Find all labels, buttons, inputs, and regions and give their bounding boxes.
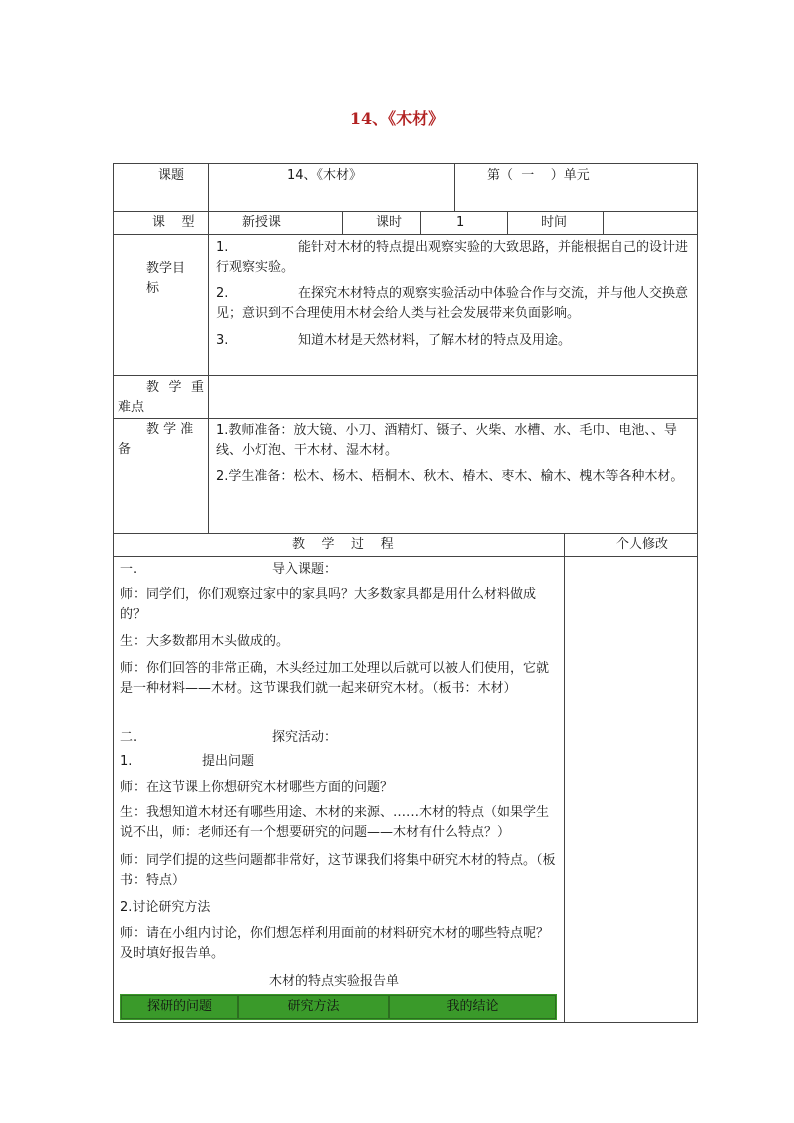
type-value: 新授课 bbox=[242, 215, 282, 230]
paragraph: 师：在这节课上你想研究木材哪些方面的问题？ bbox=[120, 780, 394, 795]
objectives-label: 教学目标 bbox=[146, 261, 186, 296]
course-value: 14、《木材》 bbox=[287, 168, 363, 183]
paragraph: 师：同学们提的这些问题都非常好，这节课我们将集中研究木材的特点。（板书：特点） bbox=[120, 853, 556, 888]
report-header-cell: 研究方法 bbox=[238, 995, 389, 1019]
objective-number: 1. bbox=[216, 240, 229, 255]
subsection2-title: 2.讨论研究方法 bbox=[120, 900, 211, 915]
paragraph: 师：请在小组内讨论，你们想怎样利用面前的材料研究木材的哪些特点呢？及时填好报告单。 bbox=[120, 926, 550, 961]
student-preparation: 2.学生准备：松木、杨木、梧桐木、秋木、椿木、枣木、榆木、槐木等各种木材。 bbox=[216, 469, 684, 484]
page-title: 14、《木材》 bbox=[349, 109, 445, 128]
paragraph: 生：我想知道木材还有哪些用途、木材的来源、……木材的特点（如果学生说不出，师：老师还有一个想要研究的问题——木材有什么特点？） bbox=[120, 805, 550, 840]
paragraph: 师：同学们，你们观察过家中的家具吗？大多数家具都是用什么材料做成的？ bbox=[120, 587, 537, 622]
section1-number: 一. bbox=[120, 562, 138, 577]
objective-number: 2. bbox=[216, 286, 229, 301]
period-value: 1 bbox=[456, 215, 465, 230]
process-header: 教 学 过 程 bbox=[292, 537, 394, 552]
objective-number: 3. bbox=[216, 333, 229, 348]
report-header-cell: 我的结论 bbox=[389, 995, 556, 1019]
objective-text: 能针对木材的特点提出观察实验的大致思路，并能根据自己的设计进行观察实验。 bbox=[216, 240, 689, 275]
course-label: 课题 bbox=[158, 168, 185, 183]
time-label: 时间 bbox=[541, 215, 568, 230]
section1-title: 导入课题： bbox=[272, 562, 338, 577]
objective-text: 知道木材是天然材料，了解木材的特点及用途。 bbox=[298, 333, 572, 348]
revision-header: 个人修改 bbox=[616, 537, 669, 552]
report-title: 木材的特点实验报告单 bbox=[269, 974, 400, 989]
paragraph: 师：你们回答的非常正确，木头经过加工处理以后就可以被人们使用，它就是一种材料——木材。这节课我们就一起来研究木材。（板书：木材） bbox=[120, 661, 550, 696]
section2-number: 二. bbox=[120, 730, 138, 745]
period-label: 课时 bbox=[376, 215, 403, 230]
type-label: 课 型 bbox=[152, 215, 195, 230]
teacher-preparation: 1.教师准备：放大镜、小刀、酒精灯、镊子、火柴、水槽、水、毛巾、电池、、导线、小灯泡、干木材、湿木材。 bbox=[216, 423, 677, 458]
key-points-label: 教 学 重 难点 bbox=[118, 380, 204, 415]
paragraph: 生：大多数都用木头做成的。 bbox=[120, 634, 290, 649]
preparation-label: 教 学 准 备 bbox=[118, 422, 194, 457]
subsection1-title: 提出问题 bbox=[202, 754, 255, 769]
unit-label: 第（ 一 ）单元 bbox=[487, 168, 590, 183]
subsection1-number: 1. bbox=[120, 754, 133, 769]
objective-text: 在探究木材特点的观察实验活动中体验合作与交流，并与他人交换意见；意识到不合理使用木材会给人类与社会发展带来负面影响。 bbox=[216, 286, 689, 321]
report-header-cell: 探研的问题 bbox=[121, 995, 238, 1019]
section2-title: 探究活动： bbox=[272, 730, 338, 745]
